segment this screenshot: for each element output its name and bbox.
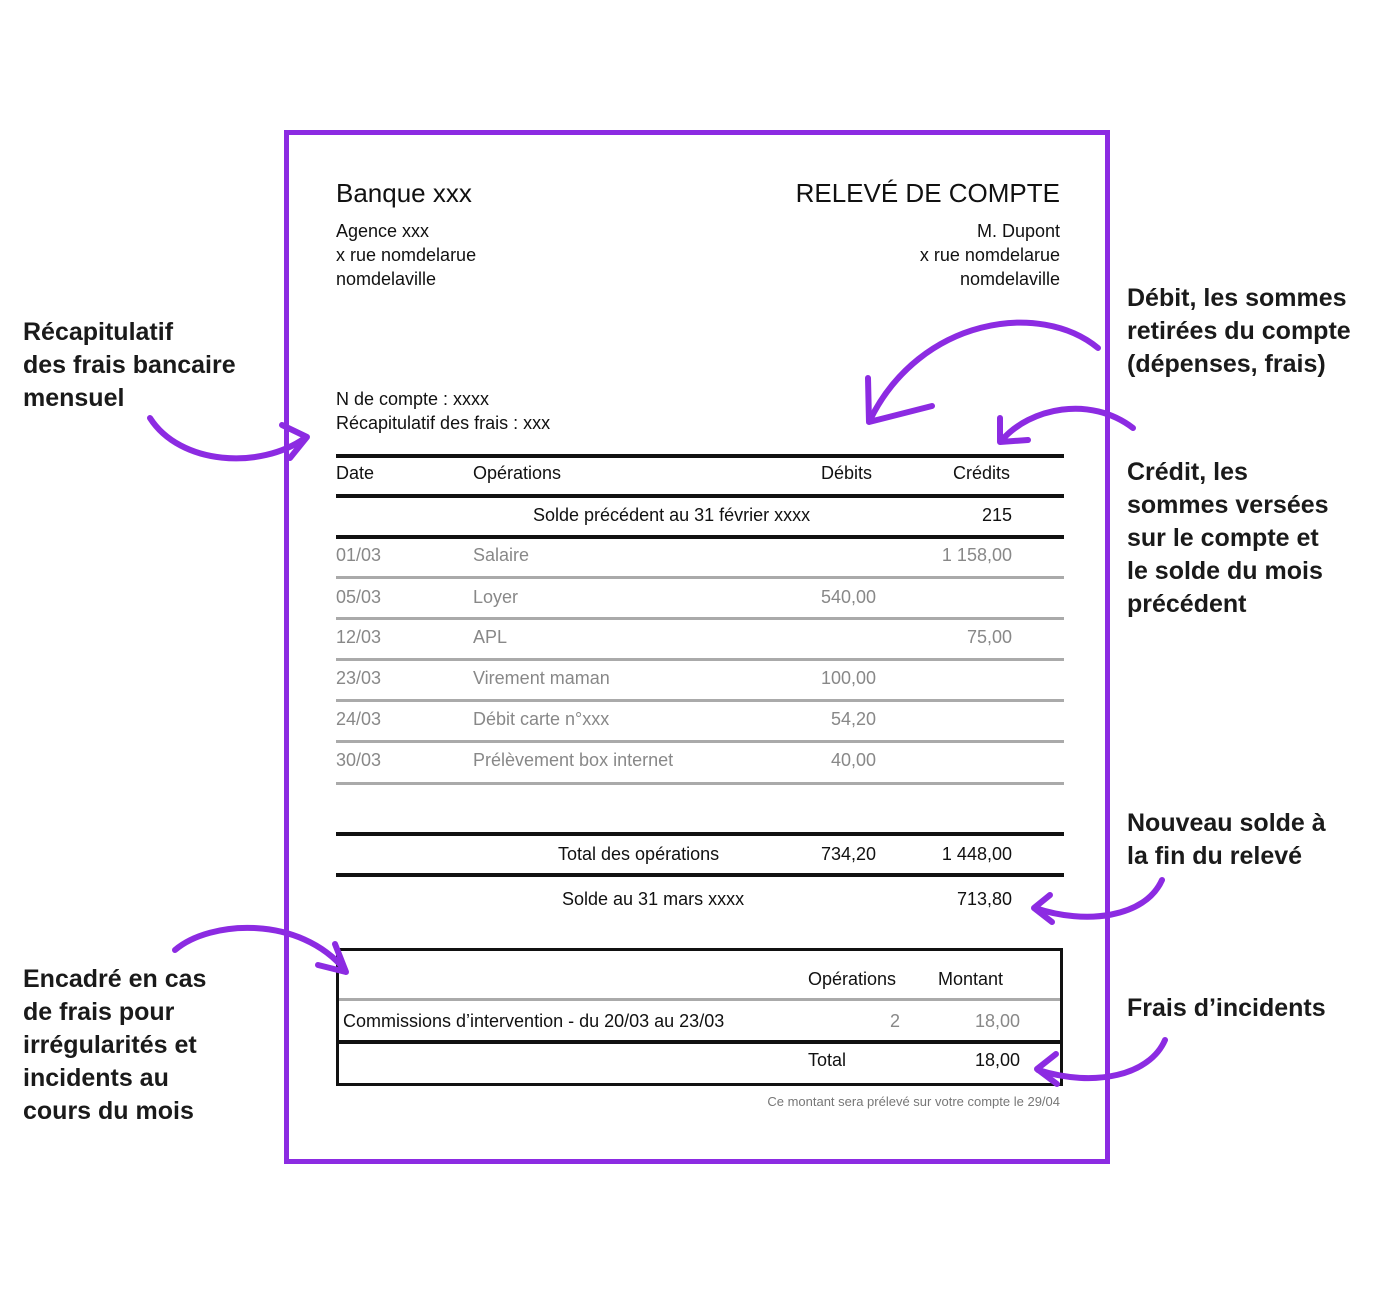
row-debit: 40,00 xyxy=(830,750,876,770)
annotation-line: des frais bancaire xyxy=(23,351,236,379)
statement-title: RELEVÉ DE COMPTE xyxy=(795,178,1060,208)
annotation-line: (dépenses, frais) xyxy=(1127,350,1326,378)
bank-address-line: x rue nomdelarue xyxy=(336,245,477,265)
annotation-line: le solde du mois xyxy=(1127,557,1323,585)
col-header-debits: Débits xyxy=(820,463,872,483)
arrow-debit-head-icon xyxy=(868,378,932,422)
debit-date-note: Ce montant sera prélevé sur votre compte le 29/04 xyxy=(767,1094,1060,1109)
fees-total-amount: 18,00 xyxy=(974,1050,1020,1070)
fees-summary: Récapitulatif des frais : xxx xyxy=(336,413,551,433)
row-date: 12/03 xyxy=(336,627,382,647)
row-date: 23/03 xyxy=(336,668,382,688)
totals-credit: 1 448,00 xyxy=(941,844,1012,864)
annotation-line: Encadré en cas xyxy=(23,965,207,993)
bank-address-line: Agence xxx xyxy=(336,221,430,241)
row-date: 30/03 xyxy=(336,750,382,770)
account-number: N de compte : xxxx xyxy=(336,389,490,409)
row-debit: 54,20 xyxy=(830,709,876,729)
fees-row-amount: 18,00 xyxy=(974,1011,1020,1031)
arrow-incident-fees-icon xyxy=(1038,1040,1165,1078)
row-label: Virement maman xyxy=(473,668,610,688)
row-credit: 75,00 xyxy=(966,627,1012,647)
annotation-line: incidents au xyxy=(23,1064,169,1092)
arrow-new-balance-icon xyxy=(1035,880,1162,917)
col-header-date: Date xyxy=(336,463,375,483)
client-address-line: M. Dupont xyxy=(976,221,1060,241)
row-debit: 100,00 xyxy=(820,668,876,688)
annotation-line: la fin du relevé xyxy=(1127,842,1303,870)
annotation-line: cours du mois xyxy=(23,1097,194,1125)
bank-name: Banque xxx xyxy=(336,178,472,208)
fees-row-label: Commissions d’intervention - du 20/03 au 23/03 xyxy=(343,1011,725,1031)
col-header-credits: Crédits xyxy=(952,463,1010,483)
row-date: 05/03 xyxy=(336,587,382,607)
row-label: Prélèvement box internet xyxy=(473,750,674,770)
arrow-debit-icon xyxy=(870,323,1098,420)
annotation-line: de frais pour xyxy=(23,998,175,1026)
annotation-line: mensuel xyxy=(23,384,125,412)
fees-header-operations: Opérations xyxy=(808,969,897,989)
annotation-line: Crédit, les xyxy=(1127,458,1248,486)
totals-debit: 734,20 xyxy=(820,844,876,864)
annotation-line: Frais d’incidents xyxy=(1127,994,1326,1022)
client-address-line: nomdelaville xyxy=(959,269,1060,289)
fees-total-label: Total xyxy=(808,1050,847,1070)
arrow-credit-icon xyxy=(1002,409,1133,440)
row-label: Loyer xyxy=(473,587,519,607)
fees-header-amount: Montant xyxy=(938,969,1004,989)
new-balance-value: 713,80 xyxy=(956,889,1012,909)
row-credit: 1 158,00 xyxy=(941,545,1012,565)
row-label: Salaire xyxy=(473,545,530,565)
col-header-operations: Opérations xyxy=(473,463,562,483)
row-debit: 540,00 xyxy=(820,587,876,607)
annotation-line: irrégularités et xyxy=(23,1031,197,1059)
previous-balance-label: Solde précédent au 31 février xxxx xyxy=(533,505,811,525)
totals-label: Total des opérations xyxy=(558,844,720,864)
annotation-line: Débit, les sommes xyxy=(1127,284,1347,312)
row-date: 01/03 xyxy=(336,545,382,565)
previous-balance-credit: 215 xyxy=(981,505,1012,525)
row-label: Débit carte n°xxx xyxy=(473,709,610,729)
annotation-line: retirées du compte xyxy=(1127,317,1351,345)
annotation-line: Récapitulatif xyxy=(23,318,174,346)
annotation-line: précédent xyxy=(1127,590,1247,618)
annotation-line: sur le compte et xyxy=(1127,524,1319,552)
row-date: 24/03 xyxy=(336,709,382,729)
client-address-line: x rue nomdelarue xyxy=(919,245,1060,265)
annotation-line: sommes versées xyxy=(1127,491,1329,519)
arrow-incident-fees-head-icon xyxy=(1037,1054,1057,1084)
annotation-line: Nouveau solde à xyxy=(1127,809,1326,837)
row-label: APL xyxy=(473,627,508,647)
bank-address-line: nomdelaville xyxy=(336,269,437,289)
fees-row-count: 2 xyxy=(889,1011,900,1031)
new-balance-label: Solde au 31 mars xxxx xyxy=(562,889,745,909)
